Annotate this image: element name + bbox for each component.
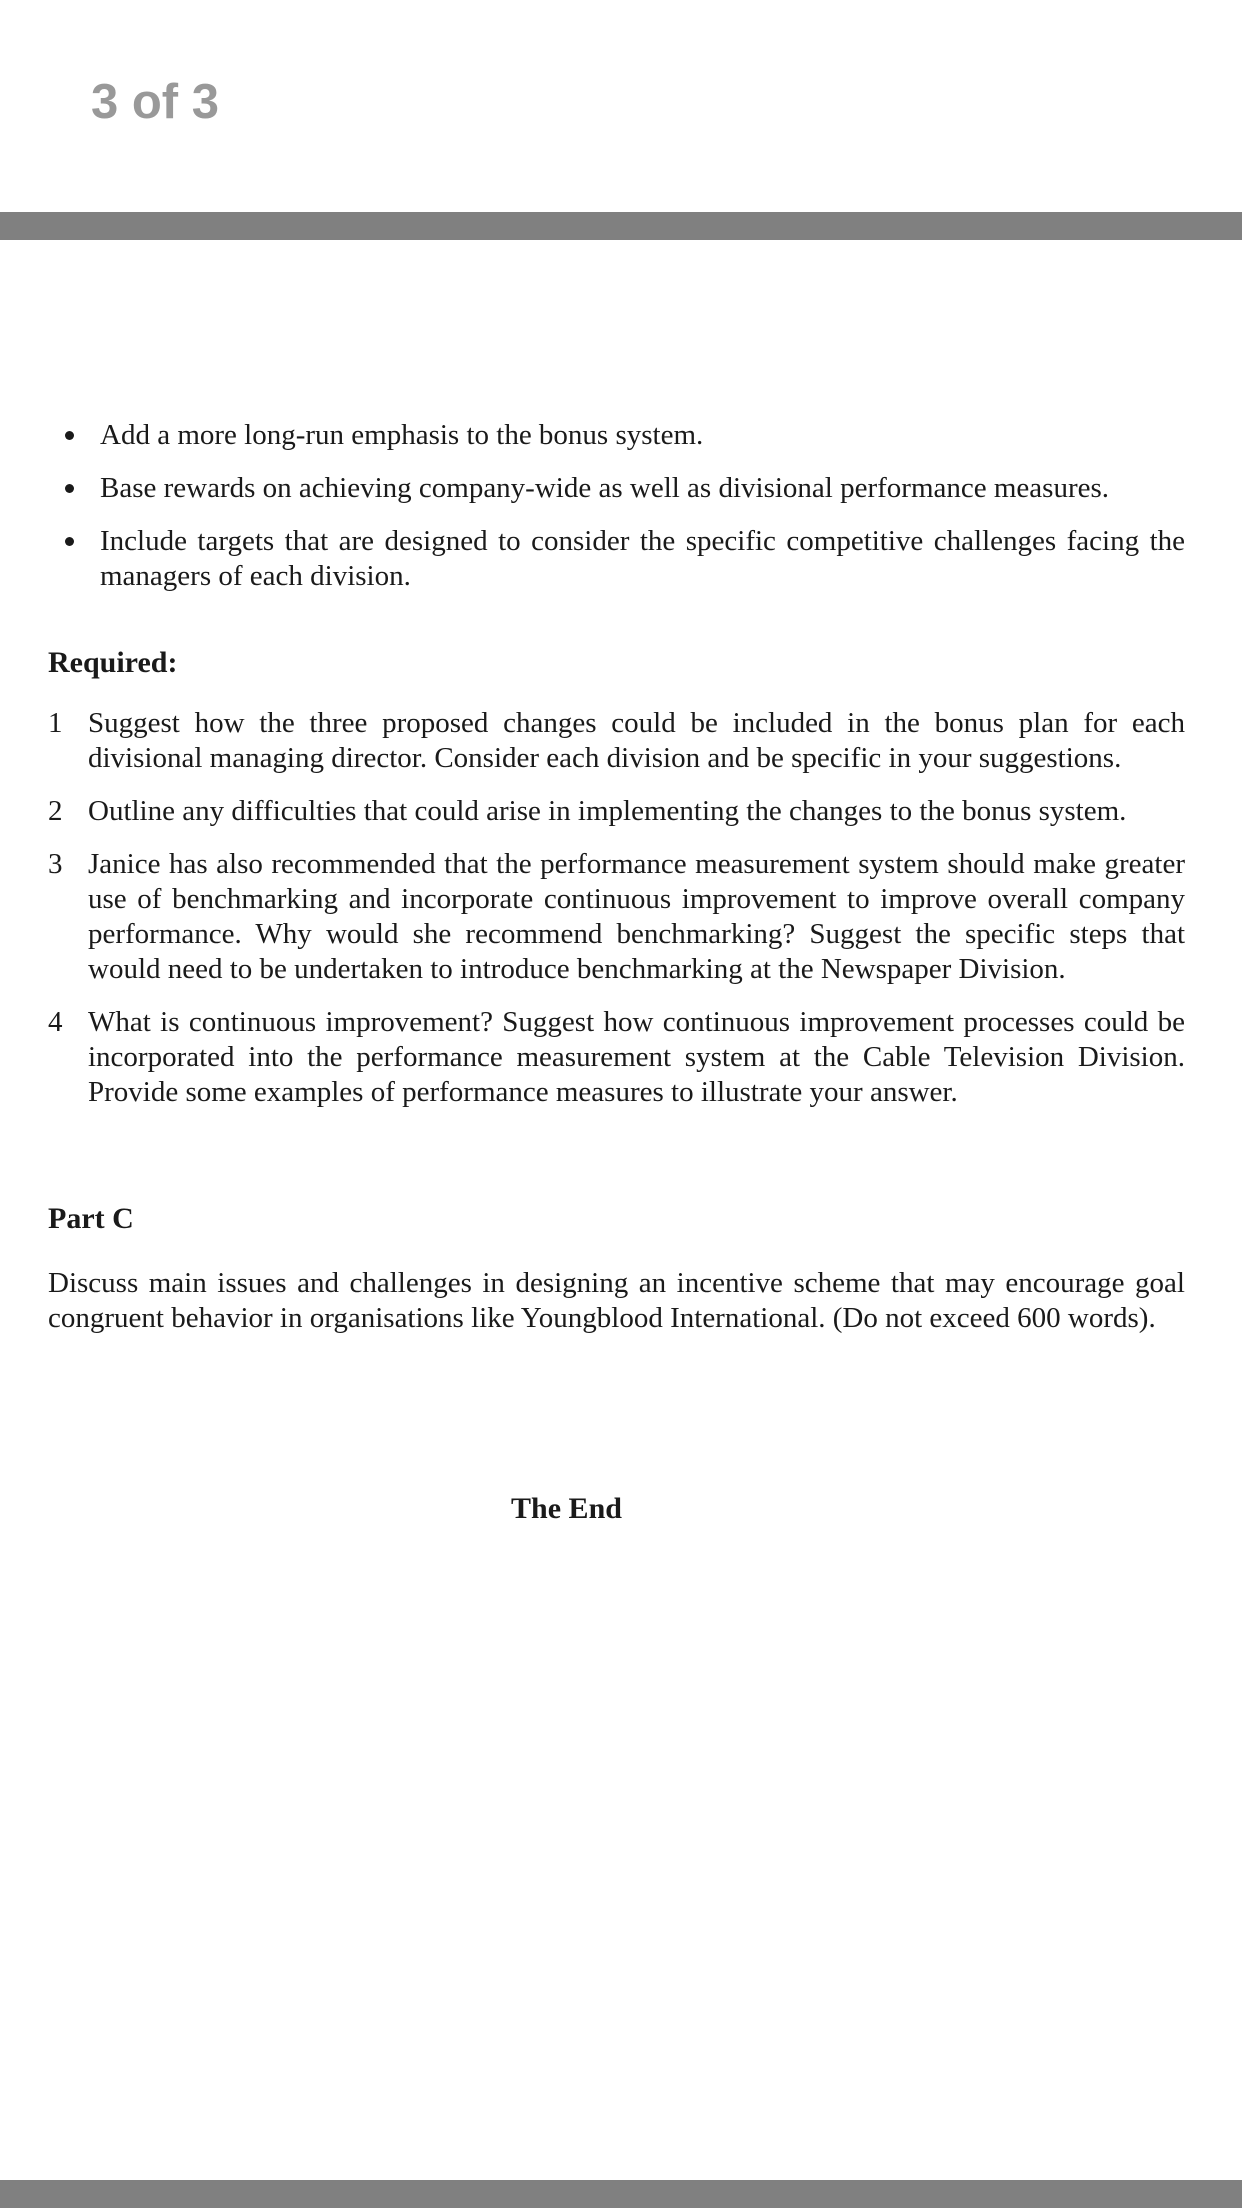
- list-item: [48, 706, 1185, 776]
- question-number: 2: [48, 795, 63, 827]
- page-indicator: 3 of 3: [91, 75, 219, 129]
- document-page: [0, 240, 1242, 1526]
- the-end-label: The End: [511, 1492, 622, 1525]
- bullet-list: [48, 418, 1185, 594]
- bullet-icon: [65, 537, 74, 546]
- part-c-paragraph: Discuss main issues and challenges in designing an incentive scheme that may encourage goal congruent behavior in organisations like Youngblood International. (Do not exceed 600 words).: [48, 1267, 1185, 1334]
- page-separator-bar-top: [0, 212, 1242, 240]
- list-item: [48, 847, 1185, 987]
- list-item: [48, 471, 1185, 506]
- question-number: 3: [48, 848, 63, 880]
- bullet-text: Include targets that are designed to consider the specific competitive challenges facing the managers of each division.: [100, 525, 1185, 592]
- question-number: 4: [48, 1006, 63, 1038]
- question-number: 1: [48, 707, 63, 739]
- list-item: [48, 524, 1185, 594]
- bullet-text: Base rewards on achieving company-wide as well as divisional performance measures.: [100, 472, 1110, 504]
- bullet-icon: [65, 484, 74, 493]
- required-heading: Required:: [48, 646, 178, 679]
- question-text: Suggest how the three proposed changes could be included in the bonus plan for each divisional managing director. Consider each division and be specific in your suggestions.: [88, 707, 1185, 774]
- list-item: [48, 794, 1185, 829]
- question-text: Outline any difficulties that could arise in implementing the changes to the bonus system.: [88, 795, 1127, 827]
- question-text: What is continuous improvement? Suggest how continuous improvement processes could be incorporated into the performance measurement system at the Cable Television Division. Provide some examples of performance measures to illustrate your answer.: [88, 1006, 1185, 1108]
- page-separator-bar-bottom: [0, 2180, 1242, 2208]
- list-item: [48, 418, 1185, 453]
- part-c-heading: Part C: [48, 1202, 134, 1235]
- bullet-text: Add a more long-run emphasis to the bonus system.: [100, 419, 704, 451]
- list-item: [48, 1005, 1185, 1110]
- bullet-icon: [65, 431, 74, 440]
- numbered-question-list: [48, 706, 1185, 1110]
- question-text: Janice has also recommended that the performance measurement system should make greater use of benchmarking and incorporate continuous improvement to improve overall company performance. Why would she recommend benchmarking? Suggest the specific steps that would need to be undertaken to introduce benchmarking at the Newspaper Division.: [88, 848, 1185, 985]
